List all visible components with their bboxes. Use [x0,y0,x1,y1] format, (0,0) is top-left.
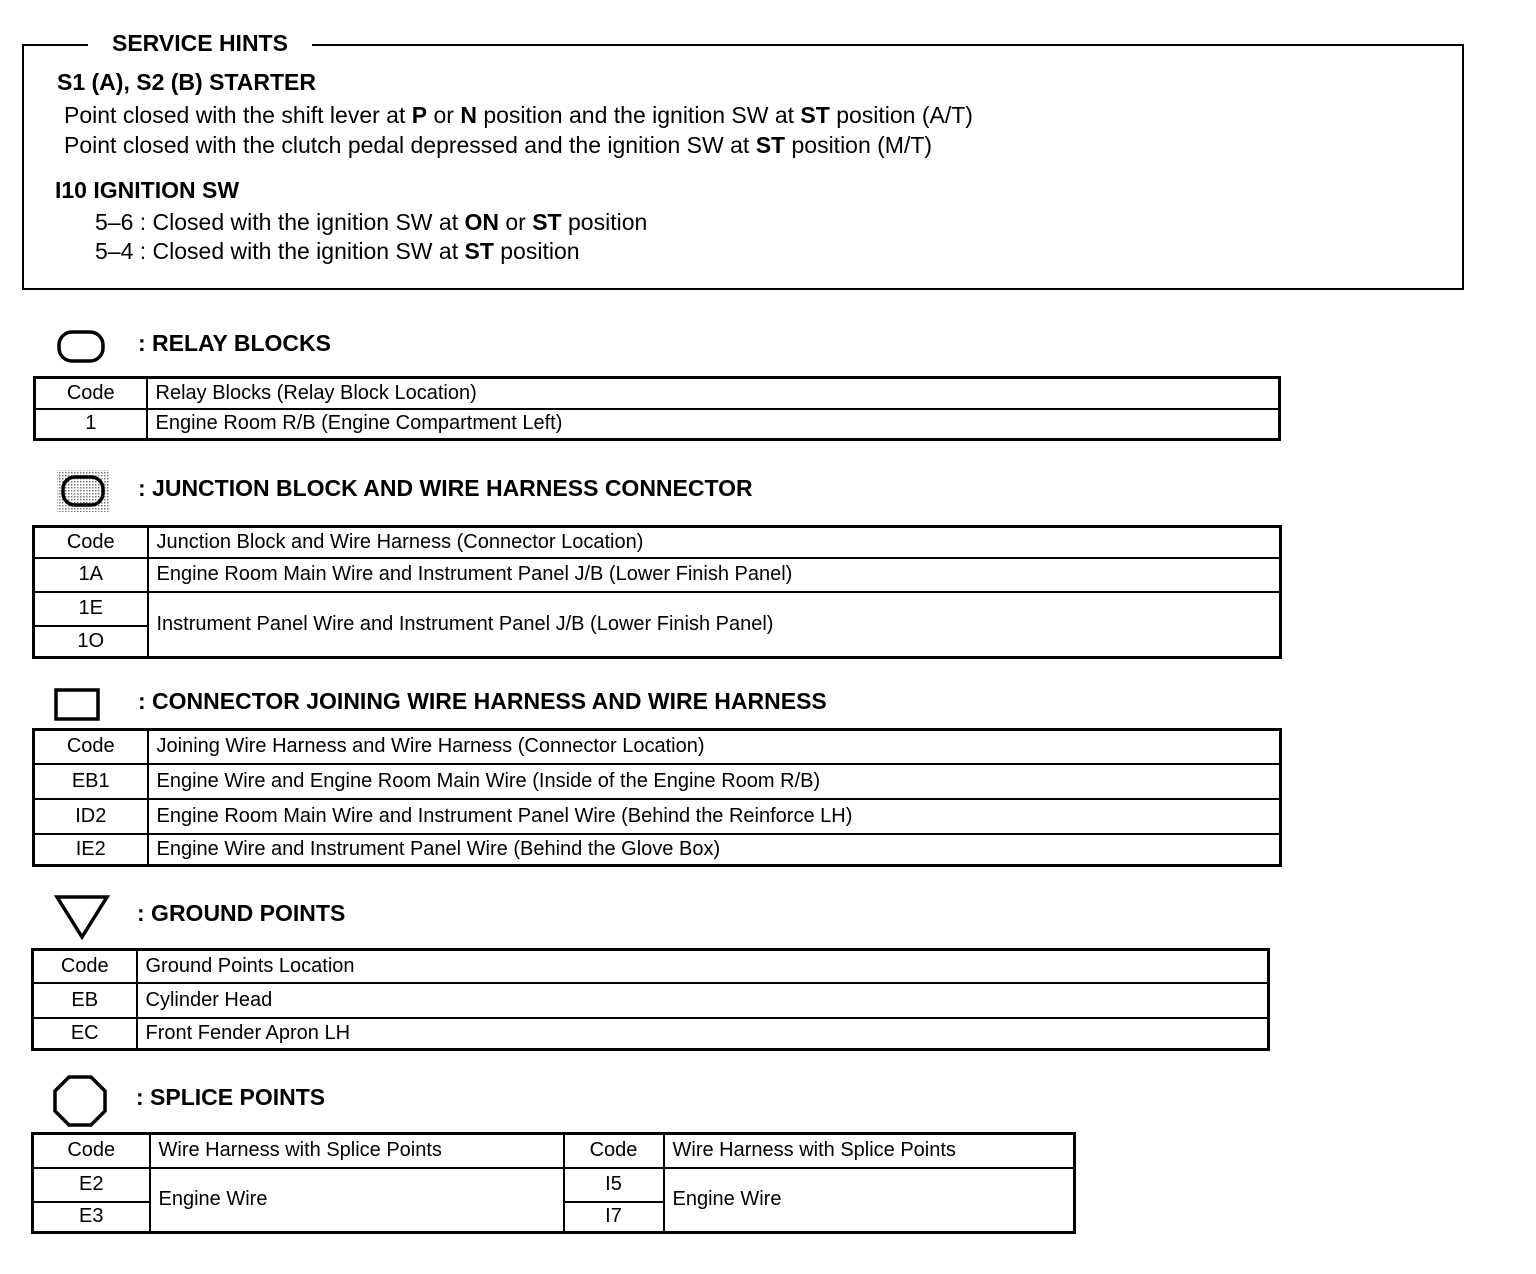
description-cell: Cylinder Head [137,983,1269,1018]
description-header: Wire Harness with Splice Points [150,1134,564,1168]
junction-block-title: : JUNCTION BLOCK AND WIRE HARNESS CONNECTOR [138,475,753,501]
ignition-sw-heading: I10 IGNITION SW [55,177,240,203]
relay-blocks-title: : RELAY BLOCKS [138,330,331,356]
code-cell: EB1 [34,764,148,799]
code-cell: E2 [33,1168,150,1202]
description-cell: Engine Room R/B (Engine Compartment Left) [147,409,1280,440]
code-cell: 1 [35,409,147,440]
triangle-down-icon [52,892,112,942]
description-cell: Engine Room Main Wire and Instrument Panel J/B (Lower Finish Panel) [148,558,1281,592]
table-header-row [34,730,1281,764]
table-row [33,983,1269,1018]
table-header-row [33,950,1269,983]
junction-block-table [32,525,1282,659]
rectangle-icon [54,688,100,722]
octagon-icon [52,1074,108,1128]
table-row [34,558,1281,592]
splice-points-table [31,1132,1076,1234]
connector-joining-table [32,728,1282,867]
description-cell: Instrument Panel Wire and Instrument Panel J/B (Lower Finish Panel) [148,592,1281,658]
code-cell: I7 [564,1202,664,1233]
code-header: Code [33,950,137,983]
splice-points-title: : SPLICE POINTS [136,1084,326,1110]
description-cell: Engine Wire and Instrument Panel Wire (Behind the Glove Box) [148,834,1281,866]
description-header: Wire Harness with Splice Points [664,1134,1075,1168]
relay-blocks-table [33,376,1281,441]
table-header-row [34,527,1281,558]
table-row [33,1018,1269,1050]
description-cell: Engine Wire and Engine Room Main Wire (Inside of the Engine Room R/B) [148,764,1281,799]
code-header: Code [34,730,148,764]
description-header: Relay Blocks (Relay Block Location) [147,378,1280,409]
table-row [34,764,1281,799]
service-hints-title: SERVICE HINTS [88,30,312,57]
code-cell: EC [33,1018,137,1050]
table-row [35,409,1280,440]
description-header: Joining Wire Harness and Wire Harness (Connector Location) [148,730,1281,764]
code-header: Code [35,378,147,409]
description-cell: Front Fender Apron LH [137,1018,1269,1050]
starter-heading: S1 (A), S2 (B) STARTER [57,69,316,95]
ground-points-table [31,948,1270,1051]
table-header-row [33,1134,1075,1168]
table-row [34,592,1281,626]
code-cell: I5 [564,1168,664,1202]
description-cell: Engine Room Main Wire and Instrument Panel Wire (Behind the Reinforce LH) [148,799,1281,834]
code-cell: EB [33,983,137,1018]
shaded-rounded-rect-icon [56,469,110,513]
code-cell: ID2 [34,799,148,834]
code-cell: E3 [33,1202,150,1233]
code-cell: 1O [34,626,148,658]
description-cell: Engine Wire [664,1168,1075,1233]
rounded-rect-icon [56,328,108,366]
description-header: Ground Points Location [137,950,1269,983]
ignition-hint-line-1: 5–6 : Closed with the ignition SW at ON or ST position [95,209,648,235]
code-cell: 1A [34,558,148,592]
code-header: Code [33,1134,150,1168]
code-cell: IE2 [34,834,148,866]
table-row [34,799,1281,834]
table-row [34,834,1281,866]
table-row [33,1168,1075,1202]
ground-points-title: : GROUND POINTS [137,900,346,926]
table-header-row [35,378,1280,409]
code-header: Code [564,1134,664,1168]
description-cell: Engine Wire [150,1168,564,1233]
code-cell: 1E [34,592,148,626]
description-header: Junction Block and Wire Harness (Connector Location) [148,527,1281,558]
ignition-hint-line-2: 5–4 : Closed with the ignition SW at ST position [95,238,580,264]
starter-hint-line-1: Point closed with the shift lever at P or N position and the ignition SW at ST position (A/T) [64,102,973,128]
code-header: Code [34,527,148,558]
starter-hint-line-2: Point closed with the clutch pedal depressed and the ignition SW at ST position (M/T) [64,132,933,158]
connector-joining-title: : CONNECTOR JOINING WIRE HARNESS AND WIRE HARNESS [138,688,827,714]
